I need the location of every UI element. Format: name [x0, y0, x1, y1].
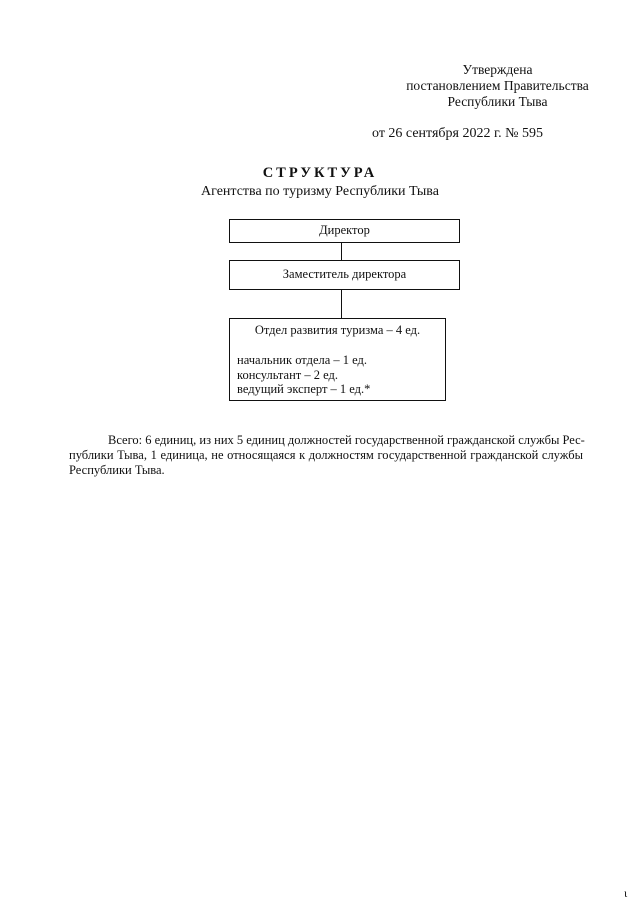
approval-line: Республики Тыва: [447, 94, 548, 109]
position-item: консультант – 2 ед.: [237, 367, 338, 382]
summary-line: Республики Тыва.: [69, 463, 165, 477]
approval-block: [395, 62, 600, 110]
position-item: ведущий эксперт – 1 ед.*: [237, 382, 371, 396]
deputy-label: Заместитель директора: [282, 267, 407, 281]
approval-line: Утверждена: [462, 62, 533, 77]
director-box: [229, 219, 460, 243]
document-title: СТРУКТУРА: [262, 165, 378, 181]
department-box: [229, 318, 446, 401]
summary-line: Всего: 6 единиц, из них 5 единиц должностей государственной гражданской службы Рес-: [108, 433, 585, 447]
page-mark: ι: [624, 886, 628, 900]
summary-line: публики Тыва, 1 единица, не относящаяся к должностям государственной гражданской службы: [69, 448, 583, 462]
approval-line: постановлением Правительства: [406, 78, 589, 93]
director-label: Директор: [319, 223, 370, 237]
deputy-box: [229, 260, 460, 290]
connector-line: [341, 290, 342, 318]
position-item: начальник отдела – 1 ед.: [237, 353, 368, 367]
department-name: Отдел развития туризма – 4 ед.: [254, 323, 421, 337]
approval-date: от 26 сентября 2022 г. № 595: [372, 126, 543, 141]
document-subtitle: Агентства по туризму Республики Тыва: [201, 184, 439, 199]
connector-line: [341, 243, 342, 260]
